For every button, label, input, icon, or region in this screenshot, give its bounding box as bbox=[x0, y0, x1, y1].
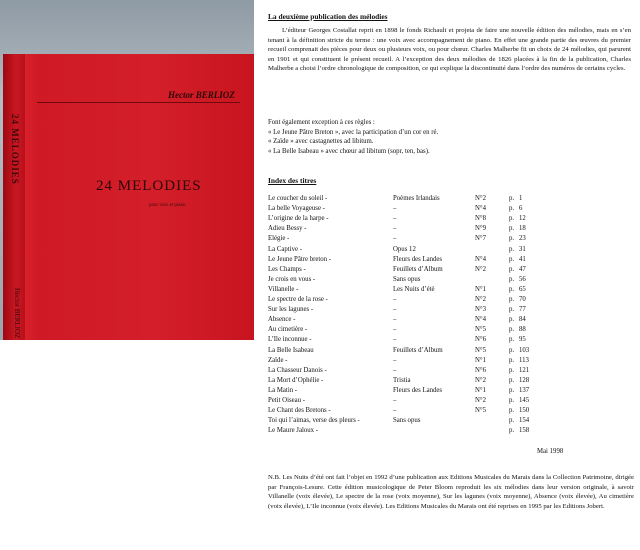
index-page: 150 bbox=[519, 407, 530, 415]
index-collection: – bbox=[393, 336, 397, 344]
index-title: Villanelle - bbox=[268, 285, 299, 293]
exception-item: « Zaïde » avec castagnettes ad libitum. bbox=[268, 138, 374, 146]
index-row bbox=[268, 265, 638, 274]
index-title: La Matin - bbox=[268, 386, 298, 394]
index-row bbox=[268, 346, 638, 355]
index-number: N°5 bbox=[475, 326, 487, 334]
index-number: N°5 bbox=[475, 346, 487, 354]
index-page: 23 bbox=[519, 235, 526, 243]
index-title: Le Maure Jaloux - bbox=[268, 427, 319, 435]
index-page: 41 bbox=[519, 255, 526, 263]
cover-author: Hector BERLIOZ bbox=[168, 90, 235, 100]
index-title: La Belle Isabeau bbox=[268, 346, 314, 354]
index-page: 18 bbox=[519, 225, 526, 233]
index-row bbox=[268, 416, 638, 425]
index-title: Elégie - bbox=[268, 235, 290, 243]
index-collection: Fleurs des Landes bbox=[393, 255, 443, 263]
index-collection: Feuillets d’Album bbox=[393, 265, 443, 273]
index-number: N°4 bbox=[475, 205, 487, 213]
index-collection: Sans opus bbox=[393, 275, 421, 283]
index-collection: – bbox=[393, 215, 397, 223]
index-number: N°1 bbox=[475, 356, 487, 364]
index-page: 128 bbox=[519, 376, 530, 384]
index-collection: – bbox=[393, 205, 397, 213]
index-page-prefix: p. bbox=[509, 285, 515, 293]
index-row bbox=[268, 234, 638, 243]
index-row bbox=[268, 376, 638, 385]
index-title: Petit Oiseau - bbox=[268, 397, 305, 404]
index-title: L’Ile inconnue - bbox=[268, 336, 312, 344]
index-page-prefix: p. bbox=[509, 346, 515, 354]
book-cover-photo bbox=[0, 0, 254, 340]
document-date: Mai 1998 bbox=[537, 448, 564, 455]
index-page-prefix: p. bbox=[509, 397, 515, 404]
index-collection: Sans opus bbox=[393, 417, 421, 425]
index-page: 12 bbox=[519, 215, 526, 223]
index-page-prefix: p. bbox=[509, 366, 515, 374]
index-number: N°8 bbox=[475, 215, 487, 223]
index-title: Le coucher du soleil - bbox=[268, 195, 328, 202]
index-row bbox=[268, 285, 638, 294]
index-page-prefix: p. bbox=[509, 245, 515, 253]
index-page-prefix: p. bbox=[509, 195, 515, 202]
index-number: N°6 bbox=[475, 336, 487, 344]
index-number: N°1 bbox=[475, 285, 487, 293]
index-row bbox=[268, 356, 638, 365]
index-page-prefix: p. bbox=[509, 326, 515, 334]
cover-subtitle: pour voix et piano bbox=[149, 203, 186, 208]
index-page-prefix: p. bbox=[509, 336, 515, 344]
index-collection: – bbox=[393, 235, 397, 243]
spine-title: 24 MELODIES bbox=[10, 114, 20, 185]
index-page-prefix: p. bbox=[509, 306, 515, 314]
index-page: 1 bbox=[519, 195, 523, 202]
index-page: 137 bbox=[519, 386, 530, 394]
index-number: N°2 bbox=[475, 195, 487, 202]
index-collection: Feuillets d’Album bbox=[393, 346, 443, 354]
spine-author: Hector BERLIOZ bbox=[13, 288, 21, 339]
index-title: Le Chant des Bretons - bbox=[268, 407, 331, 415]
index-row bbox=[268, 194, 638, 203]
index-number: N°4 bbox=[475, 316, 487, 324]
index-row bbox=[268, 426, 638, 435]
index-number: N°4 bbox=[475, 255, 487, 263]
index-number: N°5 bbox=[475, 407, 487, 415]
intro-paragraph-text: L’éditeur Georges Costallat reprit en 1898 le fonds Richault et projeta de faire une nouvelle édition des mélodies, mais en s’en tenant à la définition stricte du terme : une voix avec accompagnement de piano. En effet une grande partie des œuvres du premier recueil comprenait des pièces pour deux ou plusieurs voix, ou pour chœur. Charles Malherbe fit un choix de 24 mélodies, qui parurent en 1901 et qui constituent le présent recueil. A l’exception des deux mélodies de 1826 placées à la fin de la publication, Charles Malherbe a choisi l’ordre chronologique de composition, ce qui explique la discontinuité dans l’ordre des numéros de certains cycles. bbox=[268, 27, 631, 73]
index-page: 56 bbox=[519, 275, 526, 283]
exception-item: « La Belle Isabeau » avec chœur ad libitum (sopr, ten, bas). bbox=[268, 148, 430, 156]
index-row bbox=[268, 406, 638, 415]
index-page-prefix: p. bbox=[509, 376, 515, 384]
index-title: Sur les lagunes - bbox=[268, 306, 314, 314]
index-page-prefix: p. bbox=[509, 215, 515, 223]
index-page: 84 bbox=[519, 316, 526, 324]
index-title: La Chasseur Danois - bbox=[268, 366, 327, 374]
heading-index: Index des titres bbox=[268, 176, 317, 185]
index-row bbox=[268, 295, 638, 304]
index-row bbox=[268, 255, 638, 264]
index-row bbox=[268, 335, 638, 344]
index-collection: – bbox=[393, 397, 397, 404]
index-collection: – bbox=[393, 326, 397, 334]
index-title: Je crois en vous - bbox=[268, 275, 316, 283]
index-number: N°7 bbox=[475, 235, 487, 243]
index-page-prefix: p. bbox=[509, 225, 515, 233]
index-collection: – bbox=[393, 407, 397, 415]
index-page-prefix: p. bbox=[509, 316, 515, 324]
index-title: Le Jeune Pâtre breton - bbox=[268, 255, 332, 263]
exceptions-block bbox=[268, 118, 628, 157]
index-row bbox=[268, 204, 638, 213]
index-page-prefix: p. bbox=[509, 386, 515, 394]
footnote: N.B. Les Nuits d’été ont fait l’objet en 1992 d’une publication aux Editions Musicales du Marais dans la Collection Patrimoine, dirigée par François-Lesure. Cette édition musicologique de Peter Bloom reproduit les six mélodies dans leur version originale, à savoir Villanelle (voix élevée), Le spectre de la rose (voix moyenne), Sur les lagunes (voix moyenne), Absence (voix élevée), Au cimetière (voix élevée), L’Ile inconnue (voix élevée). Les Editions Musicales du Marais ont été reprises en 1995 par les Editions Jobert. bbox=[268, 474, 634, 510]
index-row bbox=[268, 224, 638, 233]
index-page: 145 bbox=[519, 397, 530, 404]
index-collection: Les Nuits d’été bbox=[393, 285, 435, 293]
index-page-prefix: p. bbox=[509, 407, 515, 415]
index-collection: Tristia bbox=[393, 376, 411, 384]
index-page: 158 bbox=[519, 427, 530, 435]
intro-paragraph bbox=[268, 26, 631, 74]
index-row bbox=[268, 305, 638, 314]
index-collection: – bbox=[393, 296, 397, 303]
index-title: La Captive - bbox=[268, 245, 302, 253]
index-page: 95 bbox=[519, 336, 526, 344]
exception-item: « Le Jeune Pâtre Breton », avec la participation d’un cor en ré. bbox=[268, 128, 439, 136]
index-page: 6 bbox=[519, 205, 523, 213]
index-number: N°6 bbox=[475, 366, 487, 374]
index-page: 103 bbox=[519, 346, 530, 354]
index-number: N°2 bbox=[475, 265, 487, 273]
index-page-prefix: p. bbox=[509, 296, 515, 303]
book-cover bbox=[3, 54, 254, 340]
cover-rule bbox=[37, 102, 240, 103]
heading-publication: La deuxième publication des mélodies bbox=[268, 12, 388, 21]
index-page: 31 bbox=[519, 245, 526, 253]
index-row bbox=[268, 396, 638, 405]
index-number: N°3 bbox=[475, 306, 487, 314]
index-page-prefix: p. bbox=[509, 255, 515, 263]
index-collection: Fleurs des Landes bbox=[393, 386, 443, 394]
index-number: N°1 bbox=[475, 386, 487, 394]
index-row bbox=[268, 214, 638, 223]
index-title: Toi qui l’aimas, verse des pleurs - bbox=[268, 417, 360, 425]
index-title: La belle Voyageuse - bbox=[268, 205, 325, 213]
index-title: L’origine de la harpe - bbox=[268, 215, 329, 223]
index-collection: Opus 12 bbox=[393, 245, 416, 253]
index-page: 70 bbox=[519, 296, 526, 303]
index-collection: – bbox=[393, 225, 397, 233]
index-title: La Mort d’Ophélie - bbox=[268, 376, 324, 384]
index-title: Absence - bbox=[268, 316, 296, 324]
index-page-prefix: p. bbox=[509, 275, 515, 283]
index-page: 88 bbox=[519, 326, 526, 334]
index-collection: – bbox=[393, 366, 397, 374]
index-row bbox=[268, 386, 638, 395]
index-collection: – bbox=[393, 356, 397, 364]
index-number: N°2 bbox=[475, 397, 487, 404]
index-page-prefix: p. bbox=[509, 427, 515, 435]
cover-title: 24 MELODIES bbox=[96, 178, 202, 194]
index-page-prefix: p. bbox=[509, 417, 515, 425]
index-row bbox=[268, 366, 638, 375]
index-number: N°2 bbox=[475, 376, 487, 384]
index-number: N°9 bbox=[475, 225, 487, 233]
index-page: 154 bbox=[519, 417, 530, 425]
index-page: 121 bbox=[519, 366, 530, 374]
index-page: 65 bbox=[519, 285, 526, 293]
index-page-prefix: p. bbox=[509, 235, 515, 243]
exceptions-intro: Font également exception à ces règles : bbox=[268, 119, 375, 126]
index-row bbox=[268, 245, 638, 254]
index-page-prefix: p. bbox=[509, 265, 515, 273]
index-collection: – bbox=[393, 316, 397, 324]
index-page-prefix: p. bbox=[509, 205, 515, 213]
index-title: Au cimetière - bbox=[268, 326, 308, 334]
index-row bbox=[268, 275, 638, 284]
index-page: 113 bbox=[519, 356, 529, 364]
index-title: Zaïde - bbox=[268, 356, 288, 364]
index-page: 77 bbox=[519, 306, 526, 314]
index-number: N°2 bbox=[475, 296, 487, 303]
index-title: Adieu Bessy - bbox=[268, 225, 307, 233]
index-page-prefix: p. bbox=[509, 356, 515, 364]
index-page: 47 bbox=[519, 265, 526, 273]
book-spine bbox=[3, 54, 25, 340]
index-collection: Poèmes Irlandais bbox=[393, 195, 440, 202]
index-row bbox=[268, 325, 638, 334]
index-row bbox=[268, 315, 638, 324]
index-title: Le spectre de la rose - bbox=[268, 296, 328, 303]
index-collection: – bbox=[393, 306, 397, 314]
index-title: Les Champs - bbox=[268, 265, 306, 273]
